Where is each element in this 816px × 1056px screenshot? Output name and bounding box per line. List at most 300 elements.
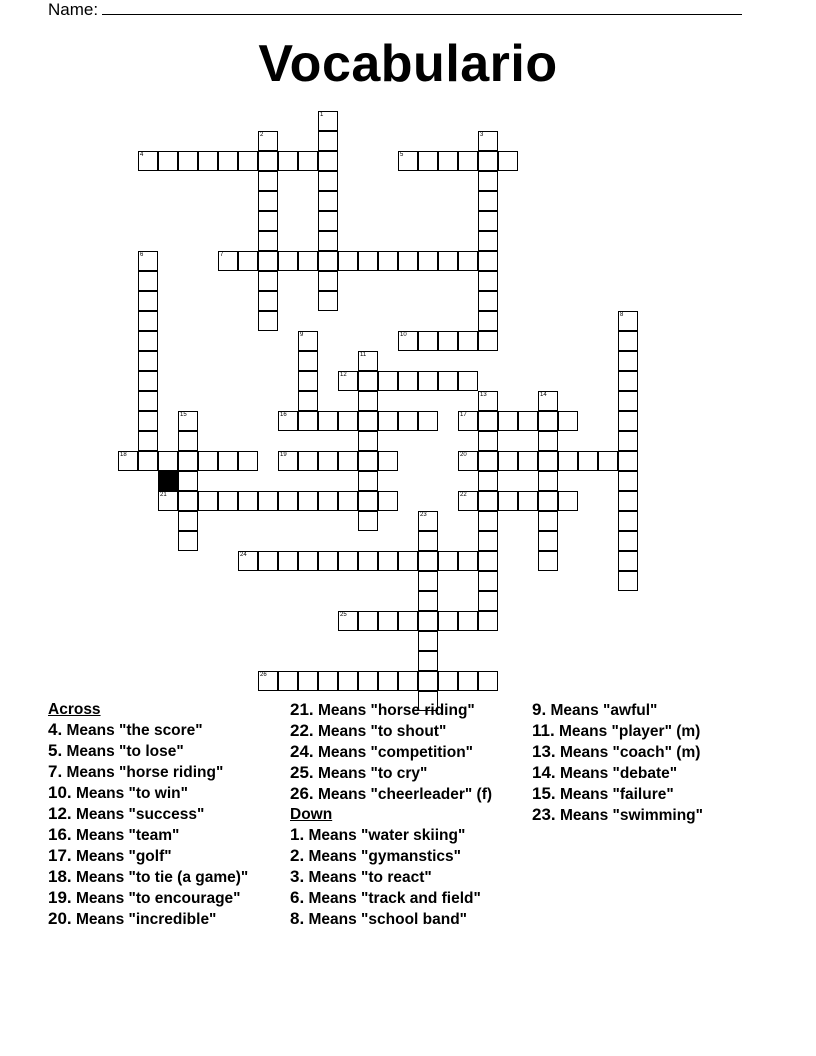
grid-cell[interactable] xyxy=(378,551,398,571)
down-clue xyxy=(290,825,520,846)
grid-cell[interactable] xyxy=(358,491,378,511)
clue-number-label: 7. xyxy=(48,762,63,781)
grid-cell[interactable] xyxy=(438,671,458,691)
grid-cell[interactable] xyxy=(138,331,158,351)
grid-cell[interactable] xyxy=(298,371,318,391)
grid-cell[interactable] xyxy=(458,411,478,431)
clue-text: Means "success" xyxy=(71,806,205,823)
grid-cell[interactable] xyxy=(218,451,238,471)
across-clue xyxy=(48,888,278,909)
grid-cell[interactable] xyxy=(298,351,318,371)
grid-cell[interactable] xyxy=(258,291,278,311)
grid-cell[interactable] xyxy=(138,451,158,471)
grid-cell[interactable] xyxy=(278,551,298,571)
across-clue xyxy=(290,721,520,742)
clue-text: Means "awful" xyxy=(546,702,658,719)
grid-cell[interactable] xyxy=(478,551,498,571)
grid-cell[interactable] xyxy=(138,291,158,311)
grid-cell[interactable] xyxy=(278,491,298,511)
grid-cell[interactable] xyxy=(518,411,538,431)
grid-cell[interactable] xyxy=(458,331,478,351)
grid-cell[interactable] xyxy=(618,531,638,551)
clue-text: Means "school band" xyxy=(304,911,468,928)
grid-cell[interactable] xyxy=(538,471,558,491)
clue-column-2 xyxy=(290,700,520,930)
grid-cell[interactable] xyxy=(138,271,158,291)
down-header: Down xyxy=(290,806,333,823)
grid-cell[interactable] xyxy=(338,451,358,471)
grid-cell[interactable] xyxy=(318,291,338,311)
clue-number: 21 xyxy=(160,492,167,498)
clue-number: 3 xyxy=(480,132,484,138)
grid-cell[interactable] xyxy=(538,551,558,571)
grid-cell[interactable] xyxy=(538,511,558,531)
grid-cell[interactable] xyxy=(258,311,278,331)
clue-number: 6 xyxy=(140,252,144,258)
grid-cell[interactable] xyxy=(318,131,338,151)
grid-cell[interactable] xyxy=(318,231,338,251)
grid-cell[interactable] xyxy=(378,451,398,471)
grid-cell[interactable] xyxy=(498,451,518,471)
clue-number: 7 xyxy=(220,252,224,258)
grid-cell[interactable] xyxy=(458,451,478,471)
grid-cell[interactable] xyxy=(478,671,498,691)
grid-cell[interactable] xyxy=(318,411,338,431)
grid-cell[interactable] xyxy=(478,531,498,551)
clue-number: 4 xyxy=(140,152,144,158)
grid-cell[interactable] xyxy=(198,491,218,511)
grid-cell[interactable] xyxy=(618,371,638,391)
grid-cell[interactable] xyxy=(478,411,498,431)
grid-cell[interactable] xyxy=(478,471,498,491)
grid-cell[interactable] xyxy=(318,251,338,271)
grid-cell[interactable] xyxy=(298,551,318,571)
grid-cell[interactable] xyxy=(378,611,398,631)
grid-cell[interactable] xyxy=(178,151,198,171)
grid-cell[interactable] xyxy=(338,551,358,571)
grid-cell[interactable] xyxy=(438,611,458,631)
grid-cell[interactable] xyxy=(338,491,358,511)
across-clue xyxy=(48,867,278,888)
grid-cell[interactable] xyxy=(578,451,598,471)
grid-cell[interactable] xyxy=(418,411,438,431)
grid-cell[interactable] xyxy=(138,311,158,331)
grid-cell[interactable] xyxy=(218,151,238,171)
clue-text: Means "swimming" xyxy=(555,807,703,824)
clue-number-label: 3. xyxy=(290,867,305,886)
grid-cell[interactable] xyxy=(478,211,498,231)
clue-text: Means "failure" xyxy=(555,786,674,803)
clue-number: 10 xyxy=(400,332,407,338)
clue-text: Means "track and field" xyxy=(304,890,481,907)
grid-cell[interactable] xyxy=(458,491,478,511)
grid-cell[interactable] xyxy=(478,331,498,351)
clue-number: 15 xyxy=(180,412,187,418)
grid-cell[interactable] xyxy=(258,131,278,151)
down-clue xyxy=(532,742,762,763)
grid-cell[interactable] xyxy=(178,531,198,551)
grid-cell[interactable] xyxy=(278,451,298,471)
clue-text: Means "the score" xyxy=(62,722,203,739)
grid-cell[interactable] xyxy=(458,671,478,691)
grid-cell[interactable] xyxy=(158,451,178,471)
grid-cell[interactable] xyxy=(298,251,318,271)
grid-cell[interactable] xyxy=(478,151,498,171)
clue-text: Means "to react" xyxy=(304,869,432,886)
grid-cell[interactable] xyxy=(318,191,338,211)
grid-cell[interactable] xyxy=(298,391,318,411)
clue-number-label: 11. xyxy=(532,721,555,740)
grid-cell[interactable] xyxy=(118,451,138,471)
grid-cell[interactable] xyxy=(498,151,518,171)
grid-cell[interactable] xyxy=(258,491,278,511)
grid-cell[interactable] xyxy=(618,571,638,591)
grid-cell[interactable] xyxy=(358,671,378,691)
clue-number: 26 xyxy=(260,672,267,678)
grid-cell[interactable] xyxy=(458,551,478,571)
down-clue xyxy=(290,867,520,888)
grid-cell[interactable] xyxy=(178,491,198,511)
clue-number: 23 xyxy=(420,512,427,518)
grid-cell[interactable] xyxy=(138,251,158,271)
across-clue xyxy=(48,846,278,867)
grid-cell[interactable] xyxy=(398,611,418,631)
grid-cell[interactable] xyxy=(318,171,338,191)
down-clue xyxy=(532,784,762,805)
across-clue xyxy=(48,804,278,825)
grid-cell[interactable] xyxy=(278,671,298,691)
grid-cell[interactable] xyxy=(298,671,318,691)
grid-cell[interactable] xyxy=(258,671,278,691)
grid-cell[interactable] xyxy=(318,551,338,571)
across-clue xyxy=(290,784,520,805)
grid-cell[interactable] xyxy=(458,151,478,171)
grid-cell[interactable] xyxy=(358,351,378,371)
grid-cell[interactable] xyxy=(478,311,498,331)
grid-cell[interactable] xyxy=(378,411,398,431)
grid-cell[interactable] xyxy=(438,151,458,171)
clue-number: 20 xyxy=(460,452,467,458)
grid-cell[interactable] xyxy=(418,591,438,611)
grid-cell[interactable] xyxy=(618,411,638,431)
clue-number-label: 10. xyxy=(48,783,72,802)
grid-cell[interactable] xyxy=(478,431,498,451)
grid-cell[interactable] xyxy=(418,631,438,651)
across-clue xyxy=(290,742,520,763)
clue-number-label: 4. xyxy=(48,720,63,739)
grid-cell[interactable] xyxy=(438,551,458,571)
grid-cell[interactable] xyxy=(138,411,158,431)
grid-cell[interactable] xyxy=(418,331,438,351)
down-clue xyxy=(290,909,520,930)
clue-text: Means "to tie (a game)" xyxy=(71,869,249,886)
grid-cell[interactable] xyxy=(218,491,238,511)
clue-number: 5 xyxy=(400,152,404,158)
clue-number: 18 xyxy=(120,452,127,458)
grid-cell[interactable] xyxy=(378,491,398,511)
clue-number-label: 14. xyxy=(532,763,556,782)
grid-cell[interactable] xyxy=(258,171,278,191)
clue-number: 2 xyxy=(260,132,264,138)
clue-text: Means "golf" xyxy=(71,848,172,865)
grid-cell[interactable] xyxy=(358,411,378,431)
grid-cell[interactable] xyxy=(618,471,638,491)
name-label: Name: xyxy=(48,0,99,19)
grid-cell[interactable] xyxy=(418,651,438,671)
clue-text: Means "gymanstics" xyxy=(304,848,462,865)
grid-cell[interactable] xyxy=(358,431,378,451)
grid-cell[interactable] xyxy=(178,411,198,431)
clue-column-1 xyxy=(48,700,278,930)
grid-cell[interactable] xyxy=(418,551,438,571)
clue-number-label: 12. xyxy=(48,804,72,823)
grid-cell[interactable] xyxy=(318,451,338,471)
grid-cell[interactable] xyxy=(478,271,498,291)
grid-cell[interactable] xyxy=(438,331,458,351)
down-clue xyxy=(532,700,762,721)
across-header: Across xyxy=(48,701,101,718)
clue-text: Means "horse riding" xyxy=(313,702,475,719)
grid-cell[interactable] xyxy=(618,551,638,571)
grid-cell[interactable] xyxy=(538,431,558,451)
grid-cell[interactable] xyxy=(378,671,398,691)
grid-cell[interactable] xyxy=(418,371,438,391)
across-clue xyxy=(48,783,278,804)
grid-cell[interactable] xyxy=(338,611,358,631)
grid-cell[interactable] xyxy=(318,111,338,131)
clue-number-label: 20. xyxy=(48,909,72,928)
grid-cell[interactable] xyxy=(398,331,418,351)
grid-cell[interactable] xyxy=(338,411,358,431)
grid-cell[interactable] xyxy=(158,151,178,171)
grid-cell[interactable] xyxy=(398,371,418,391)
grid-cell[interactable] xyxy=(238,491,258,511)
grid-cell[interactable] xyxy=(318,491,338,511)
clue-number: 11 xyxy=(360,352,367,358)
clue-text: Means "to win" xyxy=(71,785,188,802)
clue-number-label: 22. xyxy=(290,721,314,740)
grid-cell[interactable] xyxy=(418,151,438,171)
grid-cell[interactable] xyxy=(418,611,438,631)
grid-cell[interactable] xyxy=(618,311,638,331)
grid-cell[interactable] xyxy=(178,431,198,451)
grid-cell[interactable] xyxy=(478,511,498,531)
grid-cell[interactable] xyxy=(478,591,498,611)
grid-cell[interactable] xyxy=(398,551,418,571)
grid-cell[interactable] xyxy=(258,231,278,251)
grid-cell[interactable] xyxy=(378,371,398,391)
clue-text: Means "player" (m) xyxy=(554,723,701,740)
grid-cell[interactable] xyxy=(478,451,498,471)
grid-cell[interactable] xyxy=(398,411,418,431)
clue-column-3 xyxy=(532,700,762,826)
across-clue xyxy=(48,720,278,741)
grid-cell[interactable] xyxy=(318,151,338,171)
grid-cell[interactable] xyxy=(258,191,278,211)
grid-cell[interactable] xyxy=(418,671,438,691)
grid-cell[interactable] xyxy=(278,251,298,271)
clue-number: 12 xyxy=(340,372,347,378)
grid-cell[interactable] xyxy=(298,491,318,511)
grid-cell[interactable] xyxy=(558,411,578,431)
clue-number-label: 18. xyxy=(48,867,72,886)
down-clue xyxy=(532,805,762,826)
clue-number-label: 21. xyxy=(290,700,314,719)
grid-cell[interactable] xyxy=(178,511,198,531)
grid-cell[interactable] xyxy=(418,571,438,591)
grid-cell[interactable] xyxy=(498,411,518,431)
clue-text: Means "debate" xyxy=(555,765,678,782)
grid-cell[interactable] xyxy=(158,491,178,511)
grid-cell[interactable] xyxy=(258,211,278,231)
grid-cell[interactable] xyxy=(618,491,638,511)
clue-text: Means "coach" (m) xyxy=(555,744,701,761)
grid-cell[interactable] xyxy=(478,191,498,211)
grid-cell[interactable] xyxy=(618,391,638,411)
grid-cell[interactable] xyxy=(518,451,538,471)
grid-cell[interactable] xyxy=(138,371,158,391)
grid-cell[interactable] xyxy=(518,491,538,511)
grid-cell[interactable] xyxy=(318,671,338,691)
clue-number-label: 6. xyxy=(290,888,305,907)
grid-cell[interactable] xyxy=(538,451,558,471)
grid-cell[interactable] xyxy=(618,451,638,471)
grid-cell[interactable] xyxy=(538,411,558,431)
clue-number-label: 16. xyxy=(48,825,72,844)
clue-number: 13 xyxy=(480,392,487,398)
grid-cell[interactable] xyxy=(318,211,338,231)
grid-cell[interactable] xyxy=(478,231,498,251)
grid-cell[interactable] xyxy=(258,151,278,171)
grid-cell[interactable] xyxy=(358,511,378,531)
grid-cell[interactable] xyxy=(358,551,378,571)
grid-cell[interactable] xyxy=(418,511,438,531)
clue-number-label: 1. xyxy=(290,825,305,844)
grid-cell[interactable] xyxy=(138,431,158,451)
grid-cell[interactable] xyxy=(338,371,358,391)
grid-cell[interactable] xyxy=(198,451,218,471)
grid-cell[interactable] xyxy=(538,491,558,511)
clue-number: 22 xyxy=(460,492,467,498)
grid-cell[interactable] xyxy=(358,471,378,491)
clue-text: Means "horse riding" xyxy=(62,764,224,781)
grid-cell[interactable] xyxy=(478,571,498,591)
grid-cell[interactable] xyxy=(618,351,638,371)
grid-cell[interactable] xyxy=(238,451,258,471)
clue-number-label: 24. xyxy=(290,742,314,761)
grid-cell[interactable] xyxy=(478,251,498,271)
grid-cell[interactable] xyxy=(538,391,558,411)
grid-cell[interactable] xyxy=(478,611,498,631)
grid-cell[interactable] xyxy=(618,331,638,351)
down-clue xyxy=(290,846,520,867)
grid-cell[interactable] xyxy=(418,251,438,271)
clue-number: 14 xyxy=(540,392,547,398)
grid-cell[interactable] xyxy=(478,131,498,151)
clue-number: 8 xyxy=(620,312,624,318)
grid-cell[interactable] xyxy=(138,391,158,411)
clue-number-label: 26. xyxy=(290,784,314,803)
grid-cell[interactable] xyxy=(258,251,278,271)
grid-cell[interactable] xyxy=(338,671,358,691)
grid-cell[interactable] xyxy=(318,271,338,291)
clue-text: Means "competition" xyxy=(313,744,474,761)
grid-cell[interactable] xyxy=(218,251,238,271)
clue-text: Means "team" xyxy=(71,827,180,844)
grid-cell[interactable] xyxy=(358,251,378,271)
grid-cell[interactable] xyxy=(398,251,418,271)
grid-cell[interactable] xyxy=(418,531,438,551)
grid-cell[interactable] xyxy=(358,391,378,411)
grid-cell[interactable] xyxy=(478,491,498,511)
grid-cell[interactable] xyxy=(438,371,458,391)
clue-number-label: 19. xyxy=(48,888,72,907)
clue-number-label: 13. xyxy=(532,742,556,761)
grid-cell[interactable] xyxy=(338,251,358,271)
grid-cell[interactable] xyxy=(258,551,278,571)
grid-cell[interactable] xyxy=(358,371,378,391)
grid-cell[interactable] xyxy=(178,451,198,471)
grid-cell[interactable] xyxy=(358,611,378,631)
clue-number-label: 25. xyxy=(290,763,314,782)
grid-cell[interactable] xyxy=(618,511,638,531)
clue-number-label: 2. xyxy=(290,846,305,865)
clue-number-label: 17. xyxy=(48,846,72,865)
grid-cell[interactable] xyxy=(458,371,478,391)
grid-cell[interactable] xyxy=(378,251,398,271)
grid-cell[interactable] xyxy=(238,151,258,171)
grid-cell[interactable] xyxy=(458,251,478,271)
clue-text: Means "to encourage" xyxy=(71,890,241,907)
grid-cell[interactable] xyxy=(358,451,378,471)
grid-cell[interactable] xyxy=(298,451,318,471)
grid-cell[interactable] xyxy=(458,611,478,631)
grid-cell[interactable] xyxy=(498,491,518,511)
grid-cell[interactable] xyxy=(278,151,298,171)
grid-cell[interactable] xyxy=(298,151,318,171)
clue-number-label: 23. xyxy=(532,805,556,824)
grid-cell[interactable] xyxy=(238,251,258,271)
grid-cell[interactable] xyxy=(538,531,558,551)
grid-cell[interactable] xyxy=(298,331,318,351)
across-clue xyxy=(48,762,278,783)
grid-cell[interactable] xyxy=(138,151,158,171)
grid-cell[interactable] xyxy=(478,171,498,191)
grid-cell[interactable] xyxy=(478,291,498,311)
grid-cell[interactable] xyxy=(558,491,578,511)
grid-cell[interactable] xyxy=(258,271,278,291)
grid-cell[interactable] xyxy=(138,351,158,371)
grid-cell[interactable] xyxy=(618,431,638,451)
clue-text: Means "to shout" xyxy=(313,723,447,740)
grid-cell[interactable] xyxy=(398,671,418,691)
grid-cell[interactable] xyxy=(598,451,618,471)
grid-cell[interactable] xyxy=(238,551,258,571)
grid-cell[interactable] xyxy=(478,391,498,411)
clue-number: 1 xyxy=(320,112,324,118)
grid-cell[interactable] xyxy=(438,251,458,271)
clue-number: 25 xyxy=(340,612,347,618)
clue-number-label: 9. xyxy=(532,700,547,719)
across-clue xyxy=(48,741,278,762)
grid-cell[interactable] xyxy=(558,451,578,471)
page-title: Vocabulario xyxy=(258,35,558,93)
grid-cell[interactable] xyxy=(198,151,218,171)
grid-cell[interactable] xyxy=(278,411,298,431)
grid-cell[interactable] xyxy=(298,411,318,431)
grid-cell[interactable] xyxy=(398,151,418,171)
grid-cell[interactable] xyxy=(178,471,198,491)
